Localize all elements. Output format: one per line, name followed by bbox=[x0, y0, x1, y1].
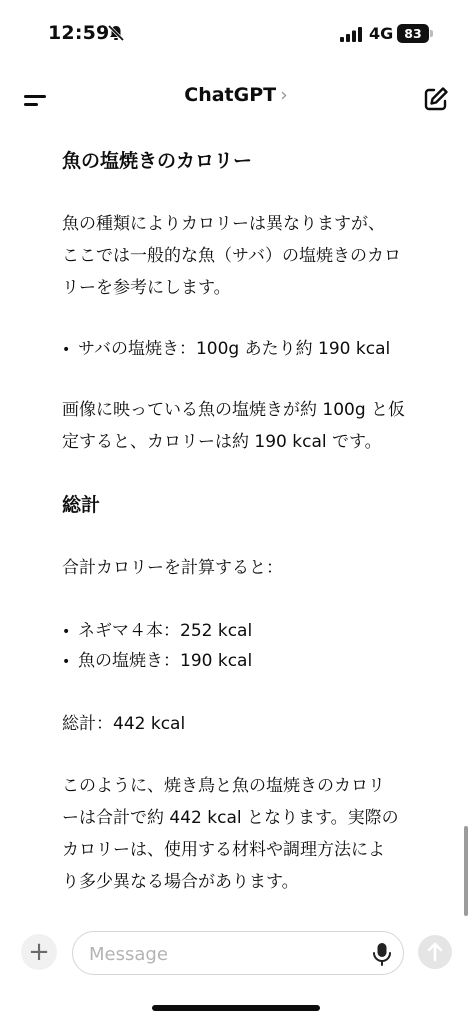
model-selector[interactable] bbox=[150, 84, 322, 114]
paragraph-fish-intro-line3: リーを参考にします。 bbox=[62, 278, 231, 298]
section-heading-total: 総計 bbox=[62, 494, 101, 516]
signal-bars-icon bbox=[340, 27, 362, 42]
message-box[interactable] bbox=[72, 931, 404, 975]
menu-icon bbox=[24, 95, 46, 98]
send-arrow-icon bbox=[418, 935, 452, 969]
chevron-right-icon: › bbox=[280, 84, 288, 106]
scrollbar[interactable] bbox=[464, 826, 468, 916]
bullet-glyph: • bbox=[62, 624, 71, 640]
closing-line2: ーは合計で約 442 kcal となります。実際の bbox=[62, 808, 399, 828]
closing-line1: このように、焼き鳥と魚の塩焼きのカロリ bbox=[62, 776, 385, 796]
paragraph-fish-estimate-line2: 定すると、カロリーは約 190 kcal です。 bbox=[62, 432, 382, 452]
paragraph-fish-estimate-line1: 画像に映っている魚の塩焼きが約 100g と仮 bbox=[62, 400, 406, 420]
bullet-text-saba: サバの塩焼き：100g あたり約 190 kcal bbox=[78, 339, 391, 359]
status-bar bbox=[0, 0, 472, 72]
network-type: 4G bbox=[369, 24, 394, 43]
bell-slash-icon bbox=[107, 24, 125, 42]
send-button[interactable] bbox=[418, 935, 452, 969]
list-item bbox=[62, 334, 390, 365]
paragraph-fish-intro-line2: ここでは一般的な魚（サバ）の塩焼きのカロ bbox=[62, 246, 401, 266]
closing-line4: り多少異なる場合があります。 bbox=[62, 872, 299, 892]
battery-tip bbox=[430, 30, 433, 37]
new-chat-edit-icon[interactable] bbox=[422, 85, 450, 113]
page-title: ChatGPT bbox=[184, 84, 277, 106]
menu-button[interactable] bbox=[22, 88, 50, 112]
bullet-glyph: • bbox=[62, 342, 71, 358]
menu-icon-line2 bbox=[24, 103, 38, 106]
closing-line3: カロリーは、使用する材料や調理方法によ bbox=[62, 840, 385, 860]
bullet-text-fish: 魚の塩焼き：190 kcal bbox=[78, 651, 253, 671]
section-heading-fish: 魚の塩焼きのカロリー bbox=[62, 150, 253, 172]
paragraph-fish-intro-line1: 魚の種類によりカロリーは異なりますが、 bbox=[62, 214, 385, 234]
chat-header bbox=[0, 72, 472, 126]
list-item bbox=[62, 646, 252, 677]
total-line: 総計：442 kcal bbox=[62, 714, 186, 734]
bullet-text-negima: ネギマ４本：252 kcal bbox=[78, 621, 253, 641]
list-item bbox=[62, 616, 252, 647]
message-input[interactable] bbox=[89, 942, 359, 966]
attach-plus-button[interactable]: + bbox=[21, 934, 57, 970]
assistant-message bbox=[62, 126, 444, 926]
composer-bar bbox=[0, 926, 472, 986]
bullet-glyph: • bbox=[62, 654, 71, 670]
home-indicator bbox=[152, 1005, 320, 1011]
paragraph-total-intro: 合計カロリーを計算すると： bbox=[62, 558, 283, 578]
battery-level: 83 bbox=[397, 24, 429, 43]
status-time: 12:59 bbox=[48, 22, 110, 44]
microphone-icon[interactable] bbox=[370, 941, 394, 967]
